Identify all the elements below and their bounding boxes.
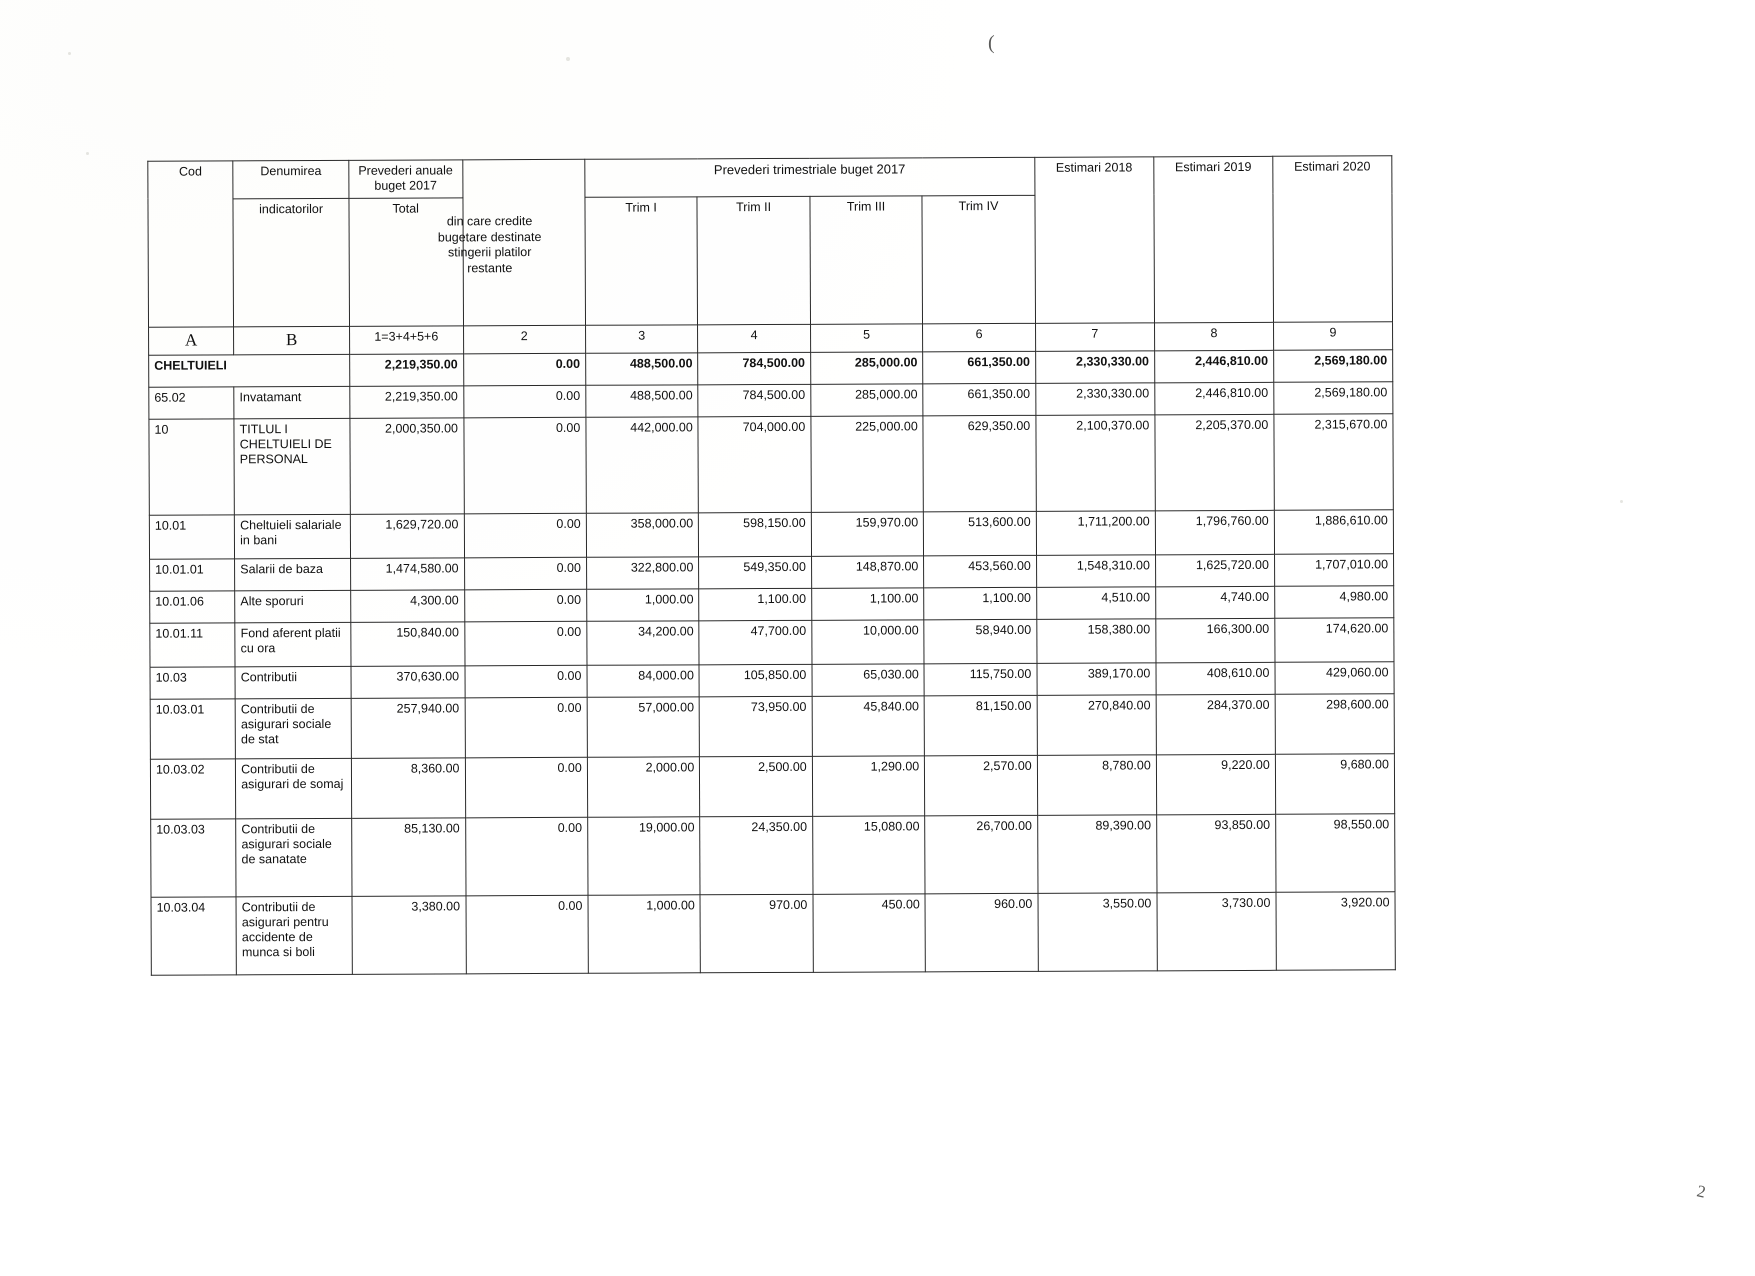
header-prevederi-trimestriale: Prevederi trimestriale buget 2017 (585, 157, 1035, 196)
cell-din-care: 0.00 (464, 621, 587, 666)
cell-trim-4: 2,570.00 (925, 755, 1038, 815)
table-row (150, 693, 1394, 758)
scan-speck (1620, 500, 1623, 503)
scan-speck (68, 52, 71, 55)
table-row (149, 381, 1393, 418)
rownum-4: 4 (698, 324, 811, 352)
table-row (151, 813, 1395, 896)
cell-est-2018: 2,330,330.00 (1035, 350, 1154, 383)
cell-est-2020: 2,569,180.00 (1274, 381, 1393, 414)
cell-label: Cheltuieli salariale in bani (235, 514, 351, 559)
cell-cod: 10.03 (150, 666, 235, 698)
cell-trim-1: 1,000.00 (588, 894, 701, 972)
header-trim-1: Trim I (585, 196, 698, 324)
cell-label: Contributii (235, 666, 351, 699)
cell-label: Fond aferent platii cu ora (235, 622, 351, 667)
scan-speck (86, 152, 89, 155)
budget-table-sheet (147, 155, 1396, 975)
rownum-3: 3 (585, 324, 698, 352)
cell-label: Contributii de asigurari pentru accidente de munca si boli (236, 896, 352, 975)
cell-cod: 10 (149, 418, 235, 514)
cell-trim-1: 19,000.00 (588, 816, 701, 894)
cell-trim-1: 358,000.00 (586, 512, 699, 556)
cell-est-2018: 158,380.00 (1037, 618, 1156, 663)
cell-trim-1: 84,000.00 (587, 664, 700, 696)
cell-est-2020: 4,980.00 (1275, 585, 1394, 618)
cell-est-2020: 2,569,180.00 (1274, 349, 1393, 382)
cell-est-2020: 429,060.00 (1275, 661, 1394, 694)
cell-trim-3: 10,000.00 (812, 619, 925, 663)
table-row (150, 753, 1394, 818)
cell-est-2019: 2,446,810.00 (1155, 382, 1274, 415)
cell-trim-3: 285,000.00 (811, 383, 924, 415)
table-row (149, 413, 1393, 514)
cell-est-2018: 4,510.00 (1036, 586, 1155, 619)
cell-est-2019: 2,205,370.00 (1155, 414, 1274, 511)
cell-label: Contributii de asigurari de somaj (236, 758, 352, 819)
cell-est-2020: 174,620.00 (1275, 617, 1394, 662)
cell-trim-1: 57,000.00 (587, 696, 700, 756)
header-trim-3: Trim III (810, 195, 923, 323)
cell-label: Invatamant (234, 386, 350, 419)
cell-est-2020: 9,680.00 (1275, 753, 1394, 814)
header-indicatorilor: indicatorilor (233, 198, 349, 327)
cell-trim-1: 488,500.00 (585, 352, 698, 384)
cell-cod: 10.01 (149, 514, 234, 558)
cell-trim-3: 285,000.00 (810, 351, 923, 383)
rownum-8: 8 (1154, 322, 1273, 351)
budget-table (147, 155, 1396, 975)
cell-est-2019: 4,740.00 (1155, 586, 1274, 619)
cell-trim-3: 225,000.00 (811, 415, 924, 511)
cell-trim-2: 784,500.00 (698, 384, 811, 416)
cell-trim-1: 442,000.00 (586, 416, 699, 512)
cell-trim-2: 2,500.00 (700, 756, 813, 816)
cell-trim-1: 322,800.00 (586, 556, 699, 588)
cell-est-2019: 2,446,810.00 (1154, 350, 1273, 383)
cell-din-care: 0.00 (463, 385, 585, 418)
cell-trim-2: 784,500.00 (698, 352, 811, 384)
cell-trim-2: 970.00 (700, 894, 813, 972)
cell-label: Contributii de asigurari sociale de sanatate (236, 818, 352, 897)
cell-trim-1: 34,200.00 (587, 620, 700, 664)
cell-total: 8,360.00 (351, 757, 465, 817)
cell-total: 1,629,720.00 (350, 513, 464, 557)
cell-est-2020: 98,550.00 (1276, 813, 1395, 892)
cell-est-2019: 9,220.00 (1156, 754, 1275, 815)
cell-est-2019: 1,796,760.00 (1155, 510, 1274, 555)
cell-din-care: 0.00 (465, 665, 587, 698)
cell-trim-2: 73,950.00 (699, 696, 812, 756)
cell-trim-2: 24,350.00 (700, 816, 813, 894)
header-estimari-2020: Estimari 2020 (1273, 156, 1393, 322)
cell-trim-3: 1,290.00 (812, 755, 925, 815)
header-denumirea: Denumirea (233, 160, 349, 198)
cell-trim-3: 65,030.00 (812, 663, 925, 695)
cell-trim-1: 1,000.00 (587, 588, 700, 620)
table-row (149, 509, 1393, 558)
rownum-9: 9 (1273, 321, 1392, 350)
cell-din-care: 0.00 (464, 557, 586, 590)
cell-label: Salarii de baza (235, 558, 351, 591)
cell-din-care: 0.00 (464, 513, 587, 558)
cell-cod: 10.01.06 (150, 590, 235, 622)
cell-total: 2,000,350.00 (350, 417, 464, 513)
rownum-2: 2 (463, 325, 585, 354)
header-estimari-2019: Estimari 2019 (1154, 156, 1274, 322)
cell-total: 3,380.00 (352, 895, 466, 973)
cell-trim-4: 58,940.00 (924, 619, 1037, 663)
cell-total: 1,474,580.00 (350, 557, 464, 589)
cell-est-2019: 1,625,720.00 (1155, 554, 1274, 587)
page-mark-top: ( (988, 32, 995, 54)
cell-trim-3: 148,870.00 (811, 555, 924, 587)
cell-din-care: 0.00 (463, 353, 585, 386)
cell-cod: 10.03.01 (150, 698, 235, 758)
cell-est-2018: 270,840.00 (1037, 694, 1156, 755)
rownum-6: 6 (923, 323, 1036, 351)
cell-din-care: 0.00 (463, 417, 586, 514)
header-trim-4: Trim IV (922, 195, 1035, 323)
cell-est-2018: 3,550.00 (1038, 892, 1157, 971)
cell-est-2018: 89,390.00 (1037, 814, 1156, 893)
cell-trim-4: 26,700.00 (925, 815, 1038, 893)
rownum-7: 7 (1035, 322, 1154, 351)
cell-est-2019: 93,850.00 (1156, 814, 1275, 893)
header-cod: Cod (148, 161, 234, 327)
header-total: Total (349, 197, 463, 325)
cell-total: 257,940.00 (351, 697, 465, 757)
cell-trim-4: 629,350.00 (923, 415, 1036, 511)
rownum-b: B (234, 326, 350, 355)
cell-total: 2,219,350.00 (350, 353, 464, 385)
table-row (149, 349, 1393, 386)
cell-trim-2: 105,850.00 (699, 664, 812, 696)
header-trim-2: Trim II (697, 196, 810, 324)
cell-cod: 10.03.03 (151, 818, 237, 896)
cell-cod: 65.02 (149, 386, 234, 418)
cell-est-2020: 1,707,010.00 (1274, 553, 1393, 586)
row-label-cheltuieli: CHELTUIELI (149, 354, 350, 387)
cell-trim-2: 1,100.00 (699, 588, 812, 620)
table-row (151, 891, 1395, 974)
cell-est-2020: 298,600.00 (1275, 693, 1394, 754)
cell-din-care: 0.00 (465, 817, 588, 896)
cell-trim-4: 81,150.00 (924, 695, 1037, 755)
cell-cod: 10.01.11 (150, 622, 235, 666)
cell-trim-2: 704,000.00 (698, 416, 811, 512)
cell-total: 150,840.00 (351, 621, 465, 665)
cell-est-2018: 1,548,310.00 (1036, 554, 1155, 587)
cell-total: 370,630.00 (351, 665, 465, 697)
scan-speck (566, 57, 570, 61)
cell-trim-4: 115,750.00 (924, 663, 1037, 695)
cell-cod: 10.03.04 (151, 896, 237, 974)
cell-trim-1: 488,500.00 (586, 384, 699, 416)
cell-trim-3: 1,100.00 (811, 587, 924, 619)
cell-trim-2: 549,350.00 (699, 556, 812, 588)
cell-est-2019: 3,730.00 (1157, 892, 1276, 971)
cell-trim-3: 15,080.00 (812, 815, 925, 893)
cell-trim-3: 45,840.00 (812, 695, 925, 755)
rownum-a: A (149, 326, 234, 354)
cell-trim-3: 450.00 (813, 893, 926, 971)
cell-label: Contributii de asigurari sociale de stat (235, 698, 351, 759)
header-din-care: din care credite bugetare destinate stingerii platilor restante (437, 214, 542, 276)
table-header-row-1 (148, 156, 1392, 199)
cell-total: 85,130.00 (352, 817, 466, 895)
cell-est-2018: 8,780.00 (1037, 754, 1156, 815)
cell-trim-4: 960.00 (925, 893, 1038, 971)
table-row (150, 617, 1394, 666)
cell-trim-4: 1,100.00 (924, 587, 1037, 619)
cell-est-2019: 408,610.00 (1156, 662, 1275, 695)
cell-total: 4,300.00 (351, 589, 465, 621)
cell-din-care: 0.00 (466, 895, 589, 974)
cell-din-care: 0.00 (464, 589, 586, 622)
cell-trim-2: 598,150.00 (699, 512, 812, 556)
cell-est-2019: 284,370.00 (1156, 694, 1275, 755)
cell-est-2020: 1,886,610.00 (1274, 509, 1393, 554)
cell-est-2019: 166,300.00 (1156, 618, 1275, 663)
cell-trim-4: 661,350.00 (923, 351, 1036, 383)
cell-trim-3: 159,970.00 (811, 511, 924, 555)
cell-est-2018: 2,100,370.00 (1036, 414, 1155, 511)
cell-est-2018: 1,711,200.00 (1036, 510, 1155, 555)
cell-est-2018: 2,330,330.00 (1036, 382, 1155, 415)
cell-label: Alte sporuri (235, 590, 351, 623)
cell-trim-2: 47,700.00 (699, 620, 812, 664)
cell-est-2020: 3,920.00 (1276, 891, 1395, 970)
cell-trim-1: 2,000.00 (587, 756, 700, 816)
rownum-5: 5 (810, 323, 923, 351)
cell-est-2018: 389,170.00 (1037, 662, 1156, 695)
cell-din-care: 0.00 (465, 697, 588, 758)
rownum-total-formula: 1=3+4+5+6 (349, 325, 463, 353)
cell-trim-4: 661,350.00 (923, 383, 1036, 415)
header-estimari-2018: Estimari 2018 (1035, 157, 1155, 323)
header-prevederi-anuale: Prevederi anuale buget 2017 (349, 160, 463, 198)
page-number-mark: 2 (1695, 1181, 1708, 1202)
cell-total: 2,219,350.00 (350, 385, 464, 417)
cell-din-care: 0.00 (465, 757, 588, 818)
cell-cod: 10.01.01 (150, 558, 235, 590)
cell-trim-4: 513,600.00 (924, 511, 1037, 555)
cell-label: TITLUL I CHELTUIELI DE PERSONAL (234, 418, 350, 515)
cell-cod: 10.03.02 (150, 758, 235, 818)
cell-est-2020: 2,315,670.00 (1274, 413, 1394, 510)
cell-trim-4: 453,560.00 (924, 555, 1037, 587)
